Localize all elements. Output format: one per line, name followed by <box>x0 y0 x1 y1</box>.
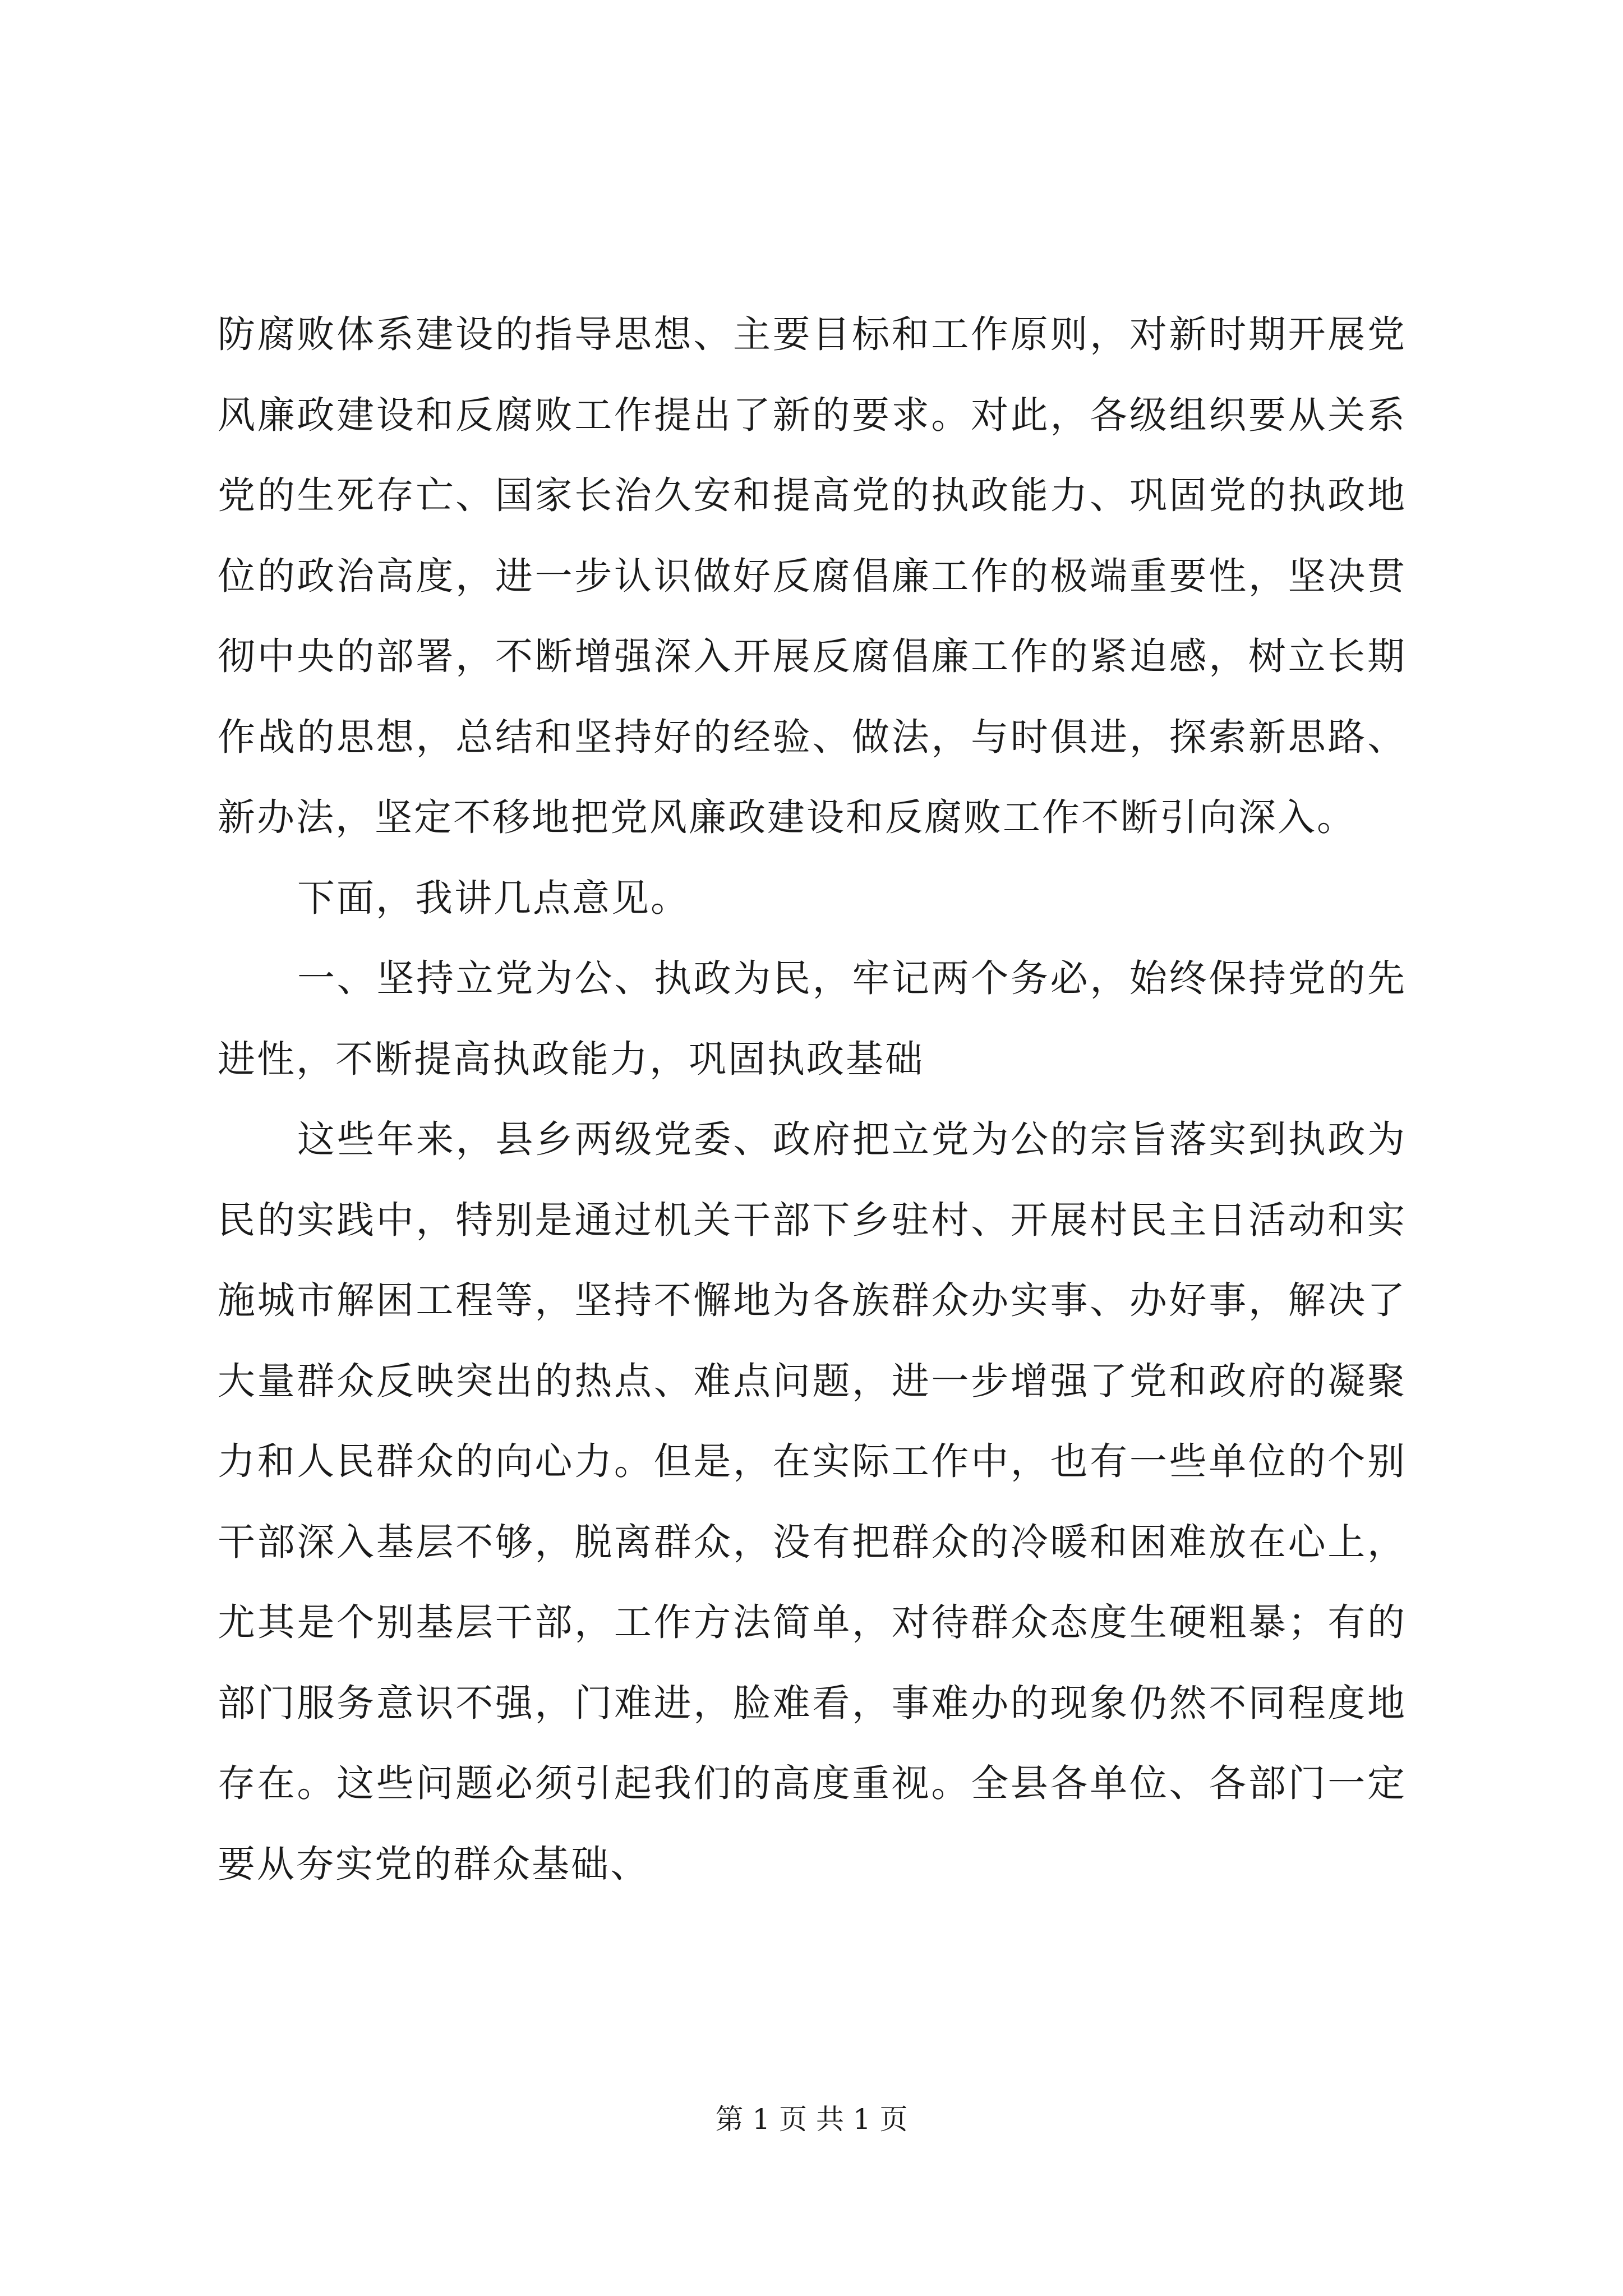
document-body <box>218 295 1407 1904</box>
paragraph-intro: 下面，我讲几点意见。 <box>297 876 690 920</box>
section-heading-1: 一、坚持立党为公、执政为民，牢记两个务必，始终保持党的先进性，不断提高执政能力，巩固执政基础 <box>218 956 1407 1081</box>
paragraph-body: 这些年来，县乡两级党委、政府把立党为公的宗旨落实到执政为民的实践中，特别是通过机关干部下乡驻村、开展村民主日活动和实施城市解困工程等，坚持不懈地为各族群众办实事、办好事，解决了大量群众反映突出的热点、难点问题，进一步增强了党和政府的凝聚力和人民群众的向心力。但是，在实际工作中，也有一些单位的个别干部深入基层不够，脱离群众，没有把群众的冷暖和困难放在心上，尤其是个别基层干部，工作方法简单，对待群众态度生硬粗暴；有的部门服务意识不强，门难进，脸难看，事难办的现象仍然不同程度地存在。这些问题必须引起我们的高度重视。全县各单位、各部门一定要从夯实党的群众基础、 <box>218 1117 1407 1886</box>
paragraph-continuation: 防腐败体系建设的指导思想、主要目标和工作原则，对新时期开展党风廉政建设和反腐败工作提出了新的要求。对此，各级组织要从关系党的生死存亡、国家长治久安和提高党的执政能力、巩固党的执政地位的政治高度，进一步认识做好反腐倡廉工作的极端重要性，坚决贯彻中央的部署，不断增强深入开展反腐倡廉工作的紧迫感，树立长期作战的思想，总结和坚持好的经验、做法，与时俱进，探索新思路、新办法，坚定不移地把党风廉政建设和反腐败工作不断引向深入。 <box>218 312 1407 839</box>
page-footer: 第 1 页 共 1 页 <box>715 2103 908 2136</box>
